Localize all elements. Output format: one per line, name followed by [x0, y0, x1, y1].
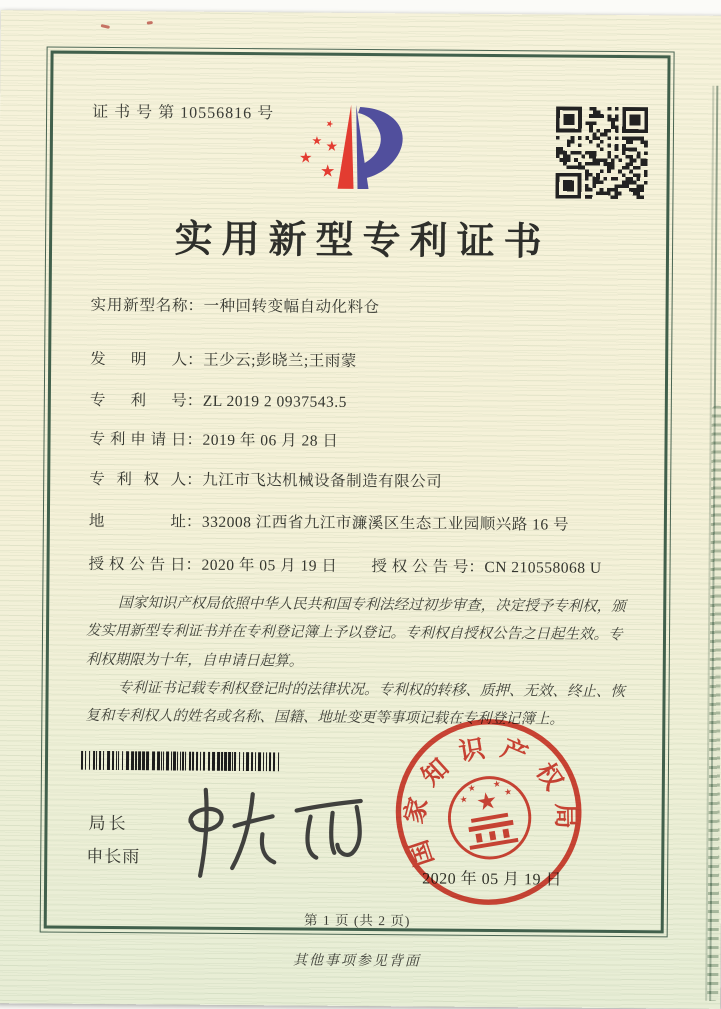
logo-star-icon: ★: [299, 151, 313, 167]
field-value: ZL 2019 2 0937543.5: [203, 393, 347, 411]
field-label: 专利申请日: [89, 427, 186, 450]
field-row-grant: [88, 552, 675, 579]
certificate-paper: [0, 10, 721, 1009]
legal-paragraph: 国家知识产权局依照中华人民共和国专利法经过初步审查，决定授予专利权，颁发实用新型专利证书并在专利登记簿上予以登记。专利权自授权公告之日起生效。专利权期限为十年，自申请日起算。: [86, 589, 635, 678]
seal-text: 国家知识产权局: [390, 720, 586, 871]
barcode: [79, 751, 284, 772]
field-label: 授权公告号: [371, 554, 468, 577]
svg-text:★: ★: [459, 794, 469, 805]
field-colon: ：: [186, 510, 202, 532]
certificate-title: 实用新型专利证书: [0, 206, 721, 267]
official-seal: [390, 713, 588, 911]
svg-text:★: ★: [503, 786, 513, 797]
signature-autograph: [174, 784, 375, 886]
scan-artifact: [101, 24, 110, 29]
field-value: CN 210558068 U: [484, 559, 601, 577]
national-emblem-icon: [443, 772, 536, 865]
field-colon: ：: [468, 555, 484, 577]
director-name: 申长雨: [86, 842, 140, 867]
logo-star-icon: ★: [326, 140, 339, 155]
field-value: 2019 年 06 月 28 日: [202, 432, 338, 450]
certificate-number: 证 书 号 第 10556816 号: [92, 99, 274, 123]
svg-text:★: ★: [467, 782, 477, 793]
page-indicator: 第 1 页 (共 2 页): [0, 906, 721, 932]
field-row-inventor: [90, 347, 677, 374]
field-row-name: [91, 293, 678, 320]
scan-artifact: [147, 21, 153, 25]
logo-star-icon: ★: [311, 134, 322, 148]
field-value: 九江市飞达机械设备制造有限公司: [202, 472, 442, 491]
field-label: 授权公告日: [88, 552, 185, 575]
director-title: 局长: [88, 809, 128, 834]
field-colon: ：: [185, 553, 201, 575]
field-label: 实用新型名称: [91, 293, 188, 316]
field-row-address: [89, 509, 676, 536]
field-row-filing-date: [89, 427, 676, 454]
field-value: 332008 江西省九江市濂溪区生态工业园顺兴路 16 号: [202, 514, 569, 534]
cnipa-logo-icon: [271, 92, 448, 207]
field-colon: ：: [188, 294, 204, 316]
field-colon: ：: [187, 348, 203, 370]
field-value: 2020 年 05 月 19 日: [201, 557, 337, 575]
field-colon: ：: [186, 428, 202, 450]
field-label: 专 利 号: [90, 388, 187, 411]
field-colon: ：: [186, 468, 202, 490]
field-row-patent-no: [90, 388, 677, 415]
svg-text:★: ★: [492, 778, 502, 789]
field-row-patentee: [89, 467, 676, 494]
field-label: 发 明 人: [90, 347, 187, 370]
field-label: 专 利 权 人: [89, 467, 186, 490]
svg-text:★: ★: [474, 788, 499, 817]
logo-star-icon: ★: [320, 162, 335, 181]
field-value: 王少云;彭晓兰;王雨蒙: [203, 352, 357, 370]
back-note: 其他事项参见背面: [0, 947, 721, 973]
seal-date: 2020 年 05 月 19 日: [422, 865, 562, 889]
legal-paragraph: 专利证书记载专利权登记时的法律状况。专利权的转移、质押、无效、终止、恢复和专利权人的姓名或名称、国籍、地址变更等事项记载在专利登记簿上。: [85, 674, 633, 735]
field-colon: ：: [187, 389, 203, 411]
field-label: 地 址: [89, 509, 186, 532]
legal-text: [85, 589, 634, 735]
field-value: 一种回转变幅自动化料仓: [204, 298, 380, 316]
qr-code: [555, 107, 648, 200]
logo-star-icon: ★: [324, 118, 335, 130]
